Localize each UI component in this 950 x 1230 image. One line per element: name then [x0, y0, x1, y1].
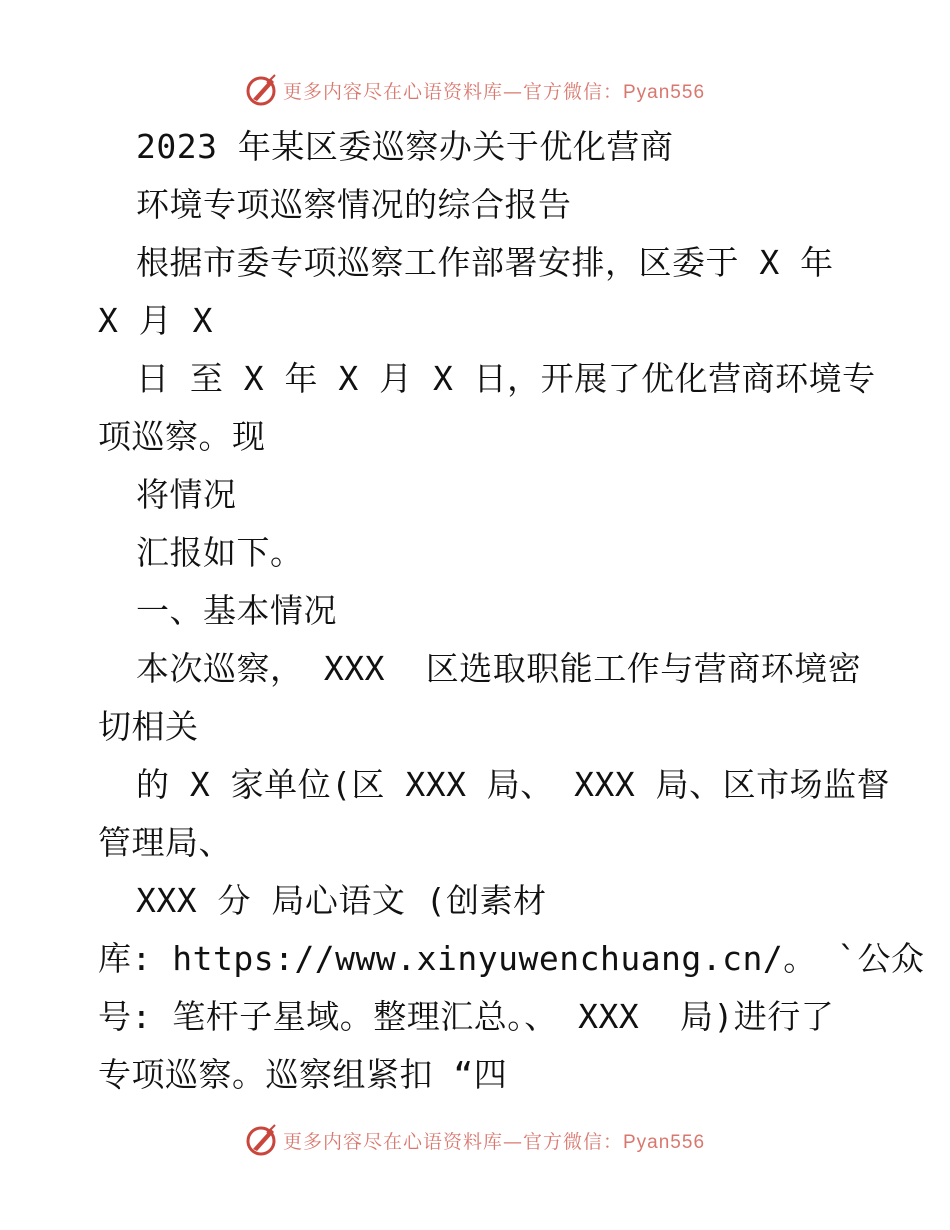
- paragraph-line: X 月 X: [98, 301, 213, 340]
- doc-title-line-2: 环境专项巡察情况的综合报告: [136, 185, 572, 224]
- footer-watermark: [0, 1120, 950, 1160]
- watermark-wechat: Pyan556: [623, 81, 706, 103]
- doc-title-line-1: 2023 年某区委巡察办关于优化营商: [136, 127, 674, 166]
- paragraph-line: 管理局、: [98, 823, 232, 862]
- watermark-wechat: Pyan556: [623, 1131, 706, 1153]
- paragraph-line: 本次巡察， XXX 区选取职能工作与营商环境密: [136, 649, 862, 688]
- watermark-text: 更多内容尽在心语资料库—官方微信：Pyan556: [282, 1130, 706, 1153]
- paragraph-line: 项巡察。现: [98, 417, 266, 456]
- section-heading: 一、基本情况: [136, 591, 337, 630]
- paragraph-line: 切相关: [98, 707, 199, 746]
- paragraph-line: 汇报如下。: [136, 533, 304, 572]
- watermark-text: 更多内容尽在心语资料库—官方微信：Pyan556: [282, 80, 706, 103]
- paragraph-line: 将情况: [136, 475, 237, 514]
- paragraph-line: 库: https://www.xinyuwenchuang.cn/。 `公众: [98, 939, 925, 978]
- paragraph-line: 日 至 X 年 X 月 X 日，开展了优化营商环境专: [136, 359, 876, 398]
- quill-logo-icon: [245, 1123, 279, 1157]
- paragraph-line: 号: 笔杆子星域。整理汇总。、 XXX 局)进行了: [98, 997, 835, 1036]
- paragraph-line: 根据市委专项巡察工作部署安排，区委于 X 年: [136, 243, 834, 282]
- paragraph-line: 的 X 家单位(区 XXX 局、 XXX 局、区市场监督: [136, 765, 891, 804]
- paragraph-line: 专项巡察。巡察组紧扣 “四: [98, 1055, 508, 1094]
- paragraph-line: XXX 分 局心语文 (创素材: [136, 881, 547, 920]
